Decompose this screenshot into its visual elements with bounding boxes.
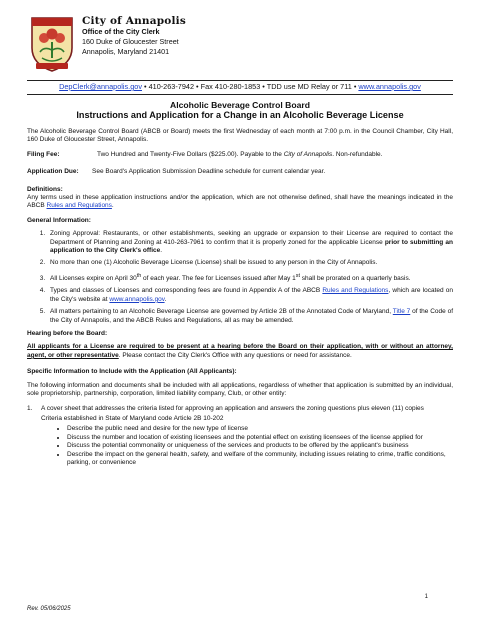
bullet-item: • Discuss the potential commonality or uniqueness of the services and products to be offered by the applicant's business (67, 442, 453, 450)
general-info-heading: General Information: (27, 216, 91, 224)
hearing-heading: Hearing before the Board: (27, 330, 108, 338)
separator: • (260, 82, 267, 91)
criteria-bullet-list (41, 425, 453, 467)
document-body (27, 128, 453, 467)
list-item: 5. All matters pertaining to an Alcoholic Beverage License are governed by Article 2B of the Annotated Code of Maryland, Title 7 of the Code of the City of Annapolis, and the ABCB Rules and Regulations, all as may be amended. (47, 308, 453, 325)
office-address-block (82, 15, 186, 57)
bullet-item: • Describe the public need and desire for the new type of license (67, 425, 453, 433)
filing-fee-row (27, 151, 453, 159)
title-line-1: Alcoholic Beverage Control Board (170, 100, 310, 110)
list-item: 2. No more than one (1) Alcoholic Beverage License (License) shall be issued to any person in the City of Annapolis. (47, 259, 453, 267)
document-title (27, 100, 453, 120)
title-7-link[interactable]: Title 7 (392, 308, 411, 316)
filing-fee-label: Filing Fee: (27, 150, 60, 158)
separator: • (141, 82, 149, 91)
page-number: 1 (424, 594, 428, 600)
separator: • (194, 82, 201, 91)
specific-info-intro: The following information and documents shall be included with all applications, regardless of whether that application is submitted by an individual, sole proprietorship, partnership, corporation, limited liability company, Club, or other entity: (27, 381, 453, 398)
bullet-item: • Discuss the number and location of existing licensees and the potential effect on existing licensees of the license applied for (67, 434, 453, 442)
address-line-2: Annapolis, Maryland 21401 (82, 47, 170, 56)
application-due-value: See Board's Application Submission Deadline schedule for current calendar year. (92, 168, 326, 176)
email-link[interactable]: DepClerk@annapolis.gov (59, 82, 142, 91)
application-due-label: Application Due: (27, 168, 79, 176)
title-line-2: Instructions and Application for a Change in an Alcoholic Beverage License (76, 110, 404, 120)
specific-item-1: 1. A cover sheet that addresses the criteria listed for approving an application and answers the zoning questions plus eleven (11) copies Criteria established in State of Maryland code Article 2B 10-202 • Describe the public need and desire for the new type of license • Discuss the number and location of existing licensees and the potential effect on existing licensees of the license applied for • Discuss the potential commonality or uniqueness of the services and products to be offered by the applicant's business • Describe the impact on the general health, safety, and welfare of the community, including issues relating to crime, traffic conditions, parking, or convenience (27, 405, 453, 468)
website-link[interactable]: www.annapolis.gov (358, 82, 421, 91)
hearing-paragraph: All applicants for a License are required to be present at a hearing before the Board on their application, with or without an attorney, agent, or other representative. Please contact the City Clerk's Office with any questions or need for assistance. (27, 343, 453, 359)
address-line-1: 160 Duke of Gloucester Street (82, 37, 179, 46)
list-item: 1. Zoning Approval: Restaurants, or other establishments, seeking an upgrade or expansion to their License are required to contact the Department of Planning and Zoning at 410-263-7961 to confirm that it is properly zoned for the applicable License prior to submitting an application to the City Clerk's office. (47, 230, 453, 255)
rules-regulations-link[interactable]: Rules and Regulations (46, 202, 112, 210)
definitions-heading: Definitions: (27, 185, 63, 193)
specific-info-heading: Specific Information to Include with the Application (All Applicants): (27, 368, 237, 376)
criteria-heading: Criteria established in State of Maryland code Article 2B 10-202 (41, 414, 224, 422)
revision-date: Rev. 05/06/2025 (27, 606, 71, 612)
office-name: Office of the City Clerk (82, 27, 160, 36)
bullet-item: • Describe the impact on the general health, safety, and welfare of the community, including issues relating to crime, traffic conditions, parking, or convenience (67, 451, 453, 468)
city-seal-logo (28, 14, 76, 74)
header-divider-top (27, 80, 453, 81)
contact-line (27, 82, 453, 91)
city-name: City of Annapolis (82, 15, 186, 27)
tdd-info: TDD use MD Relay or 711 (266, 82, 352, 91)
fax-number: Fax 410-280-1853 (200, 82, 261, 91)
header-divider-bottom (27, 94, 453, 95)
filing-fee-value: Two Hundred and Twenty-Five Dollars ($225.00). Payable to the City of Annapolis. Non-refundable. (97, 150, 383, 158)
list-item: 4. Types and classes of Licenses and corresponding fees are found in Appendix A of the ABCB Rules and Regulations, which are located on the City's website at www.annapolis.gov. (47, 287, 453, 304)
separator: • (351, 82, 359, 91)
application-due-row (27, 168, 453, 176)
general-info-list (27, 230, 453, 325)
intro-paragraph: The Alcoholic Beverage Control Board (ABCB or Board) meets the first Wednesday of each month at 7:00 p.m. in the Council Chamber, City Hall, 160 Duke of Gloucester Street, Annapolis. (27, 128, 453, 144)
definitions-paragraph: Any terms used in these application instructions and/or the application, which are not otherwise defined, shall have the meanings indicated in the ABCB Rules and Regulations. (27, 194, 453, 210)
phone-number: 410-263-7942 (148, 82, 195, 91)
list-item: 3. All Licenses expire on April 30th of each year. The fee for Licenses issued after May 1st shall be prorated on a quarterly basis. (47, 272, 453, 284)
rules-regulations-link[interactable]: Rules and Regulations (322, 287, 389, 295)
website-link[interactable]: www.annapolis.gov (109, 295, 165, 303)
